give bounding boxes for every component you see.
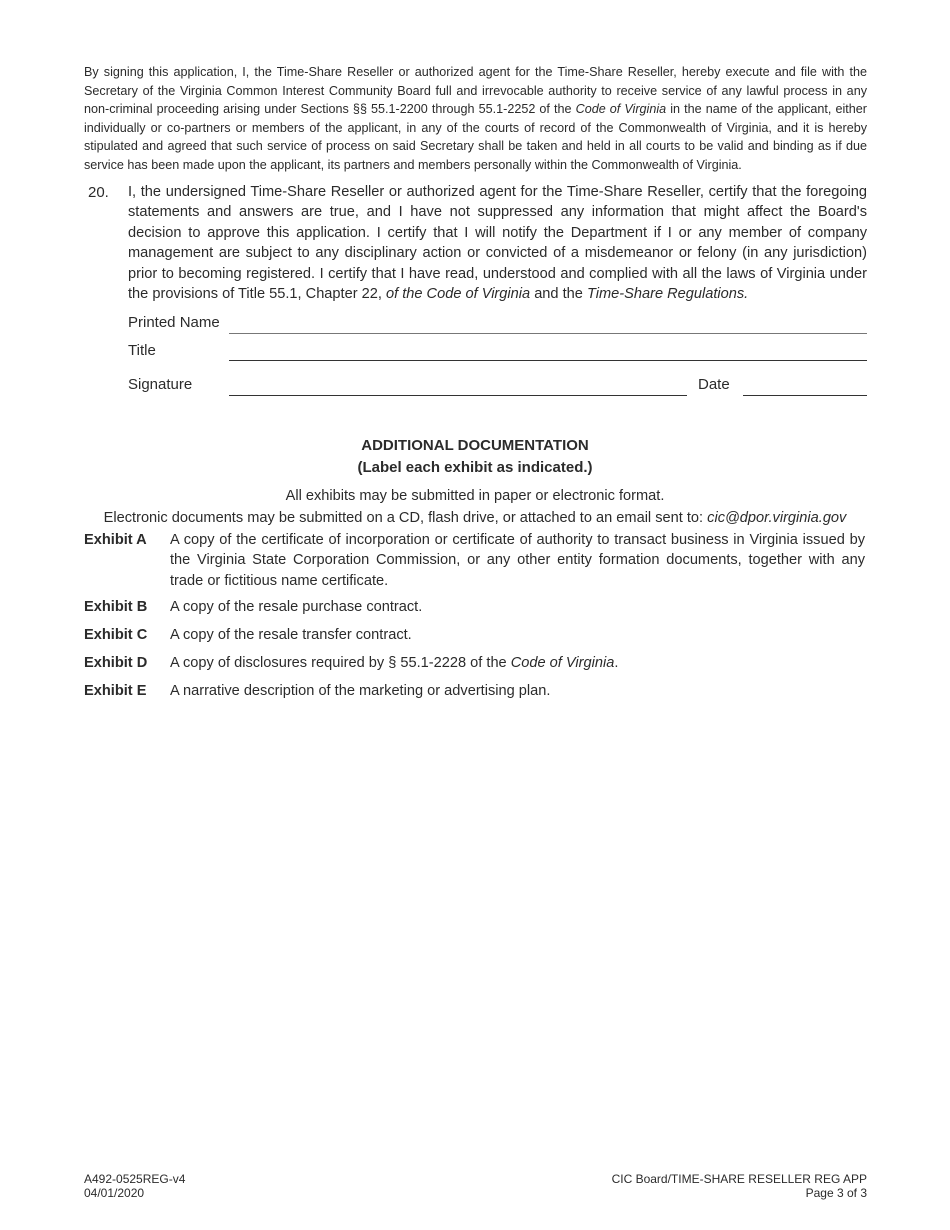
time-share-regulations-ref: Time-Share Regulations. [586,286,749,303]
certification-paragraph [128,182,867,304]
item-20-number: 20. [88,184,109,201]
certification-text: I, the undersigned Time-Share Reseller or authorized agent for the Time-Share Reseller, certify that the foregoing statements and answers are true, and I have not suppressed any information that might affect the Board's decision to approve this application. I certify that I will notify the Department if I or any member of company management are subject to any disciplinary action or convicted of a misdemeanor or felony (in any jurisdiction) prior to becoming registered. I certify that I have read, understood and complied with all the laws of Virginia under the provisions of Title 55.1, Chapter 22, [128,184,867,303]
signature-label: Signature [128,376,193,393]
electronic-note-text: Electronic documents may be submitted on a CD, flash drive, or attached to an email sent to: [103,510,708,526]
code-of-virginia-ref-2: of the Code of Virginia [385,286,531,303]
page-number: Page 3 of 3 [805,1185,867,1200]
service-paragraph-text-2: in the name of the applicant, either individually or co-partners or members of the applicant, in any of the courts of record of the Commonwealth of Virginia, and it is hereby stipulated and agreed that such service of process on said Secretary shall be taken and held in all courts to be valid and binding as if due service has been made upon the applicant, its partners and members personally within the Commonwealth of Virginia. [84,102,867,172]
form-title: CIC Board/TIME-SHARE RESELLER REG APP [611,1172,867,1186]
exhibit-e-label: Exhibit E [84,683,147,699]
date-field[interactable] [743,395,867,396]
certification-and: and the [530,286,587,303]
footer-left [84,1173,185,1200]
service-paragraph-text-1: By signing this application, I, the Time-Share Reseller or authorized agent for the Time-Share Reseller, hereby execute and file with the Secretary of the Virginia Common Interest Community Board full and irrevocable authority to receive service of any lawful process in any non-criminal proceeding arising under Sections §§ 55.1-2200 through 55.1-2252 of the [84,65,867,117]
exhibit-c-label: Exhibit C [84,627,148,643]
form-id: A492-0525REG-v4 [84,1172,186,1186]
date-label: Date [698,376,730,393]
exhibit-d-text [170,653,865,673]
title-label: Title [128,342,156,359]
additional-documentation-subheading: (Label each exhibit as indicated.) [357,459,593,476]
additional-documentation-heading: ADDITIONAL DOCUMENTATION [361,437,589,454]
printed-name-field[interactable] [229,333,867,334]
service-of-process-paragraph [84,63,867,175]
exhibit-a-text: A copy of the certificate of incorporation or certificate of authority to transact business in Virginia issued by the Virginia State Corporation Commission, or any other entity formation documents, together with any trade or fictitious name certificate. [170,532,865,589]
exhibit-e-text: A narrative description of the marketing or advertising plan. [170,683,551,699]
submission-format-note: All exhibits may be submitted in paper or electronic format. [285,488,665,504]
exhibit-d-text-start: A copy of disclosures required by § 55.1-2228 of the [170,655,511,671]
exhibit-b-text: A copy of the resale purchase contract. [170,599,423,615]
exhibit-d-text-end: . [614,655,619,671]
exhibit-d-label: Exhibit D [84,655,148,671]
exhibit-a-label: Exhibit A [84,532,147,548]
exhibit-d-code-ref: Code of Virginia [510,655,615,671]
footer-right [612,1173,867,1200]
printed-name-label: Printed Name [128,314,220,331]
signature-field[interactable] [229,395,687,396]
form-date: 04/01/2020 [84,1185,145,1200]
title-field[interactable] [229,360,867,361]
code-of-virginia-ref: Code of Virginia [575,102,667,117]
contact-email: cic@dpor.virginia.gov [707,510,847,526]
exhibit-c-text: A copy of the resale transfer contract. [170,627,412,643]
exhibit-b-label: Exhibit B [84,599,148,615]
electronic-submission-note [0,510,950,526]
